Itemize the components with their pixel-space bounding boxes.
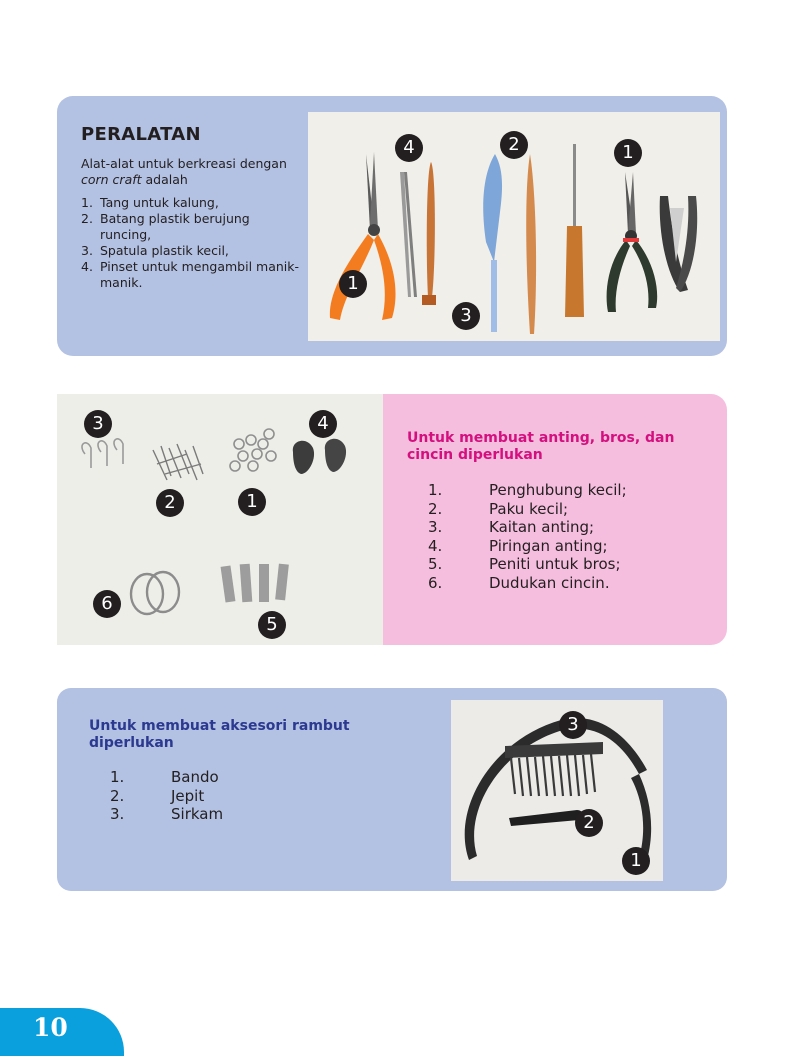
thread-snips-icon [660,196,698,292]
jump-rings-icon [230,429,276,471]
photo-badge: 1 [614,139,642,167]
list-item: 1. Penghubung kecil; [428,481,627,499]
photo-badge: 4 [309,410,337,438]
jewelry-photo [57,394,383,645]
pointed-stick-icon [526,154,536,334]
list-item: 3. Kaitan anting; [428,518,595,536]
photo-badge: 5 [258,611,286,639]
page-number-tab [0,1008,124,1056]
photo-badge: 2 [156,489,184,517]
list-item: 2. Batang plastik berujung runcing, [81,211,250,242]
photo-badge: 1 [622,847,650,875]
awl-icon [565,144,584,317]
hair-accessories-photo [451,700,663,881]
photo-badge: 3 [452,302,480,330]
list-item: 4. Pinset untuk mengambil manik-manik. [81,259,300,290]
photo-badge: 6 [93,590,121,618]
list-item: 2. Jepit [110,786,205,805]
list-item: 4. Piringan anting; [428,536,608,555]
jewelry-list [428,481,627,592]
section-title-jewelry: Untuk membuat anting, bros, dan cincin diperlukan [407,430,675,463]
list-item: 3. Sirkam [110,805,224,823]
list-item: 5. Peniti untuk bros; [428,555,621,573]
hair-accessories-list [110,768,223,824]
list-item: 2. Paku kecil; [428,499,569,518]
jewelry-panel [57,394,727,645]
photo-badge: 3 [84,410,112,438]
list-item: 1. Bando [110,768,219,786]
tools-photo [308,112,720,341]
earring-hook-icon [82,439,123,468]
tools-intro: Alat-alat untuk berkreasi dengan corn craft adalah [81,156,287,187]
earring-disc-icon [293,439,346,474]
hair-clip-icon [509,810,583,826]
small-nails-icon [153,444,203,480]
tools-list [81,195,303,291]
small-spatula-icon [422,162,436,305]
comb-icon [505,742,603,796]
list-item: 6. Dudukan cincin. [428,573,610,592]
photo-badge: 2 [575,809,603,837]
section-title-peralatan: PERALATAN [81,124,201,145]
hair-accessories-panel [57,688,727,891]
list-item: 1. Tang untuk kalung, [81,195,219,210]
photo-badge: 4 [395,134,423,162]
corn-craft-term: corn craft [81,172,142,187]
photo-badge: 1 [339,270,367,298]
photo-badge: 3 [559,711,587,739]
tweezers-icon [400,172,417,297]
photo-badge: 2 [500,131,528,159]
photo-badge: 1 [238,488,266,516]
pliers-black-icon [607,172,658,312]
brooch-pin-icon [221,564,289,603]
pliers-orange-icon [330,152,396,320]
tools-panel [57,96,727,356]
section-title-hair: Untuk membuat aksesori rambut diperlukan [89,718,350,751]
plastic-stick-blue-icon [483,154,502,332]
ring-base-icon [131,572,179,614]
list-item: 3. Spatula plastik kecil, [81,243,229,258]
headband-icon [465,718,647,860]
page-number: 10 [33,1013,68,1042]
